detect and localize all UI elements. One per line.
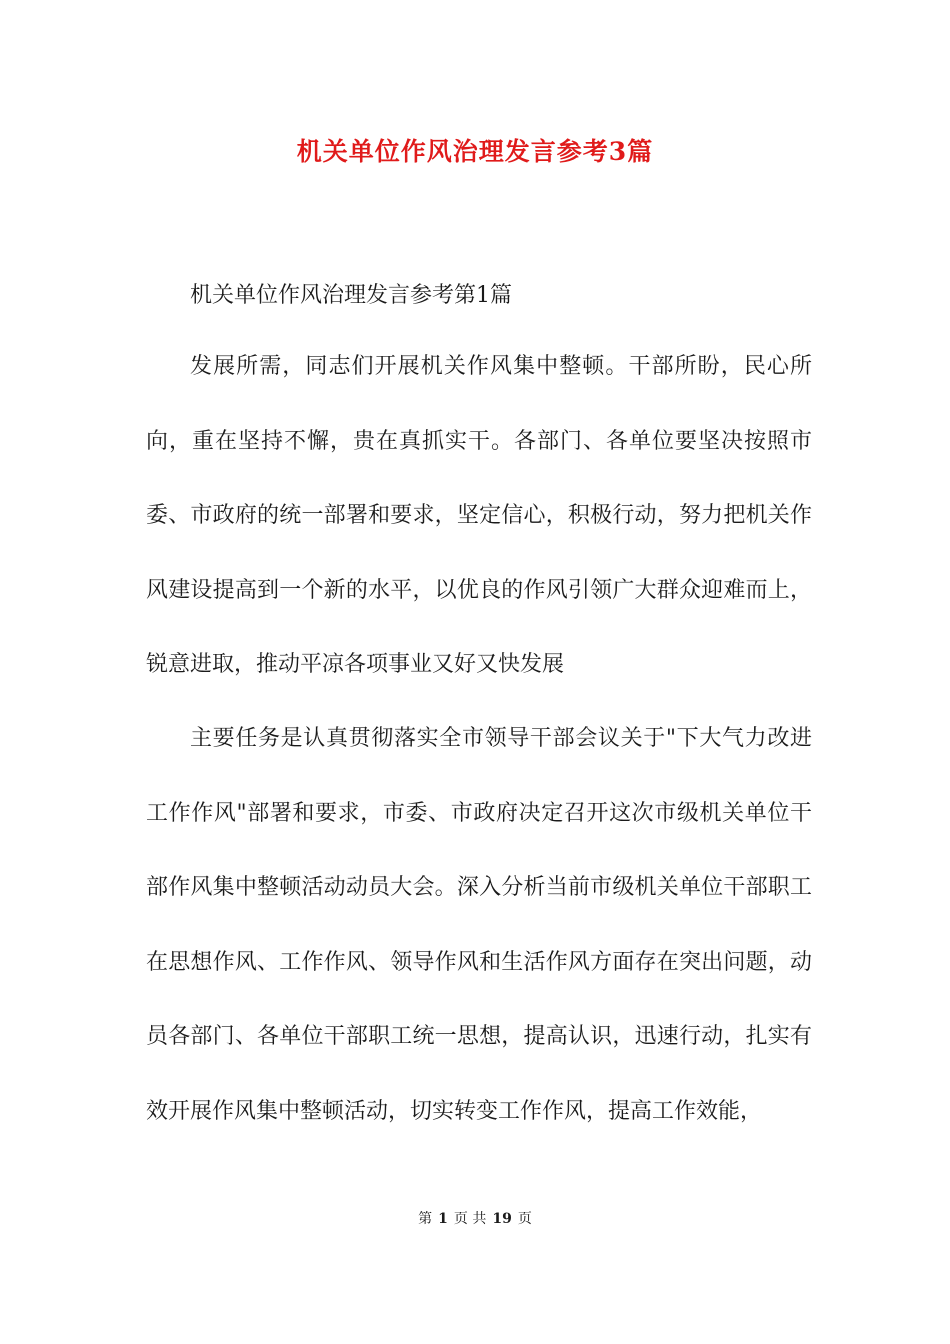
footer-middle: 页 共 (453, 1211, 487, 1227)
footer-suffix: 页 (517, 1211, 532, 1227)
footer-prefix: 第 (418, 1211, 433, 1227)
document-title: 机关单位作风治理发言参考3篇 (296, 137, 654, 166)
page-footer (0, 1208, 950, 1228)
paragraph-1: 发展所需，同志们开展机关作风集中整顿。干部所盼，民心所向，重在坚持不懈，贵在真抓实干。各部门、各单位要坚决按照市委、市政府的统一部署和要求，坚定信心，积极行动，努力把机关作风建设提高到一个新的水平，以优良的作风引领广大群众迎难而上，锐意进取，推动平凉各项事业又好又快发展 (146, 354, 812, 677)
section-subtitle: 机关单位作风治理发言参考第1篇 (190, 283, 512, 308)
paragraph-2: 主要任务是认真贯彻落实全市领导干部会议关于"下大气力改进工作作风"部署和要求，市委、市政府决定召开这次市级机关单位干部作风集中整顿活动动员大会。深入分析当前市级机关单位干部职工在思想作风、工作作风、领导作风和生活作风方面存在突出问题，动员各部门、各单位干部职工统一思想，提高认识，迅速行动，扎实有效开展作风集中整顿活动，切实转变工作作风，提高工作效能， (146, 726, 812, 1124)
footer-total-pages: 19 (492, 1211, 512, 1227)
footer-page-number: 1 (438, 1211, 448, 1227)
